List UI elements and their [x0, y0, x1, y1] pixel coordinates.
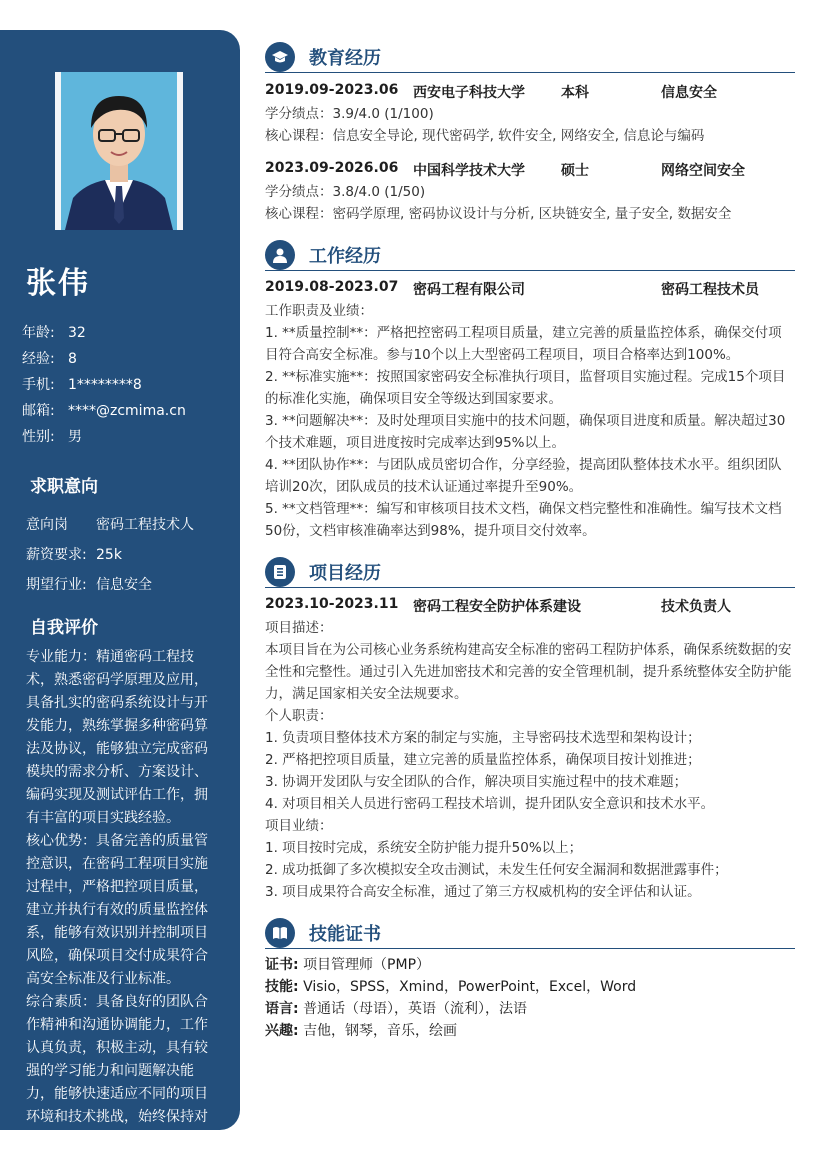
skill-row-skills: 技能: Visio，SPSS，Xmind，PowerPoint，Excel，Word	[265, 979, 637, 995]
person-icon	[265, 240, 295, 270]
intent-salary: 薪资要求: 25k	[26, 547, 122, 563]
intent-position: 意向岗 密码工程技术人	[26, 517, 194, 533]
skills-header	[265, 918, 795, 949]
personal-info	[22, 320, 186, 450]
evaluation-paragraph: 专业能力：精通密码工程技术，熟悉密码学原理及应用，具备扎实的密码系统设计与开发能力，熟练掌握多种密码算法及协议，能够独立完成密码模块的需求分析、方案设计、编码实现及测试评估工作，拥有丰富的项目实践经验。	[26, 649, 208, 826]
candidate-name: 张伟	[26, 266, 90, 301]
work-header	[265, 240, 795, 271]
sidebar	[0, 30, 240, 1148]
work-title: 工作经历	[309, 246, 381, 267]
skills-list	[265, 954, 636, 1042]
skill-row-language: 语言: 普通话（母语），英语（流利），法语	[265, 1001, 528, 1017]
work-description: 工作职责及业绩： 1. **质量控制**：严格把控密码工程项目质量，建立完善的质量监控体系，确保交付项目符合高安全标准。参与10个以上大型密码工程项目，项目合格率达到100%。 2. **标准实施**：按照国家密码安全标准执行项目，监督项目实施过程。完成15个项目的标准化实施，确保项目安全等级达到国家要求。 3. **问题解决**：及时处理项目实施中的技术问题，确保项目进度和质量。解决超过30个技术难题，项目进度按时完成率达到95%以上。 4. **团队协作**：与团队成员密切合作，分享经验，提高团队整体技术水平。组织团队培训20次，团队成员的技术认证通过率提升至90%。 5. **文档管理**：编写和审核项目技术文档，确保文档完整性和准确性。编写技术文档50份，文档审核准确率达到98%，提升项目交付效率。	[265, 303, 786, 539]
info-phone: 手机: 1********8	[22, 377, 142, 393]
info-experience: 经验: 8	[22, 351, 77, 367]
self-evaluation	[26, 646, 220, 1152]
education-details-1: 学分绩点：3.9/4.0 (1/100) 核心课程：信息安全导论, 现代密码学, 软件安全, 网络安全, 信息论与编码	[265, 106, 705, 144]
info-gender: 性别: 男	[22, 429, 82, 445]
skill-row-interest: 兴趣: 吉他，钢琴，音乐，绘画	[265, 1023, 458, 1039]
skills-title: 技能证书	[309, 924, 381, 945]
graduation-cap-icon	[265, 42, 295, 72]
evaluation-heading: 自我评价	[30, 618, 98, 638]
education-title: 教育经历	[309, 48, 381, 69]
info-email: 邮箱: ****@zcmima.cn	[22, 403, 186, 419]
evaluation-paragraph: 核心优势：具备完善的质量管控意识，在密码工程项目实施过程中，严格把控项目质量，建立并执行有效的质量监控体系，能够有效识别并控制项目风险，确保项目交付成果符合高安全标准及行业标准。	[26, 833, 208, 987]
profile-photo	[55, 72, 183, 230]
info-age: 年龄: 32	[22, 325, 86, 341]
intent-industry: 期望行业: 信息安全	[26, 577, 152, 593]
education-header	[265, 42, 795, 73]
evaluation-paragraph: 综合素质：具备良好的团队合作精神和沟通协调能力，工作认真负责，积极主动，具有较强的学习能力和问题解决能力，能够快速适应不同的项目环境和技术挑战，始终保持对密码安全领域新技术和新趋势	[26, 994, 208, 1148]
intent-heading: 求职意向	[30, 477, 98, 497]
project-header	[265, 557, 795, 588]
skill-row-certificate: 证书: 项目管理师（PMP）	[265, 957, 431, 973]
book-icon	[265, 918, 295, 948]
project-description: 项目描述： 本项目旨在为公司核心业务系统构建高安全标准的密码工程防护体系，确保系统数据的安全性和完整性。通过引入先进加密技术和完善的安全管理机制，提升系统整体安全防护能力，满足国家相关安全法规要求。 个人职责： 1. 负责项目整体技术方案的制定与实施，主导密码技术选型和架构设计； 2. 严格把控项目质量，建立完善的质量监控体系，确保项目按计划推进； 3. 协调开发团队与安全团队的合作，解决项目实施过程中的技术难题； 4. 对项目相关人员进行密码工程技术培训，提升团队安全意识和技术水平。 项目业绩： 1. 项目按时完成，系统安全防护能力提升50%以上； 2. 成功抵御了多次模拟安全攻击测试，未发生任何安全漏洞和数据泄露事件； 3. 项目成果符合高安全标准，通过了第三方权威机构的安全评估和认证。	[265, 620, 792, 900]
job-intent	[26, 510, 194, 600]
project-title: 项目经历	[309, 563, 381, 584]
list-icon	[265, 557, 295, 587]
education-details-2: 学分绩点：3.8/4.0 (1/50) 核心课程：密码学原理, 密码协议设计与分析, 区块链安全, 量子安全, 数据安全	[265, 184, 732, 222]
